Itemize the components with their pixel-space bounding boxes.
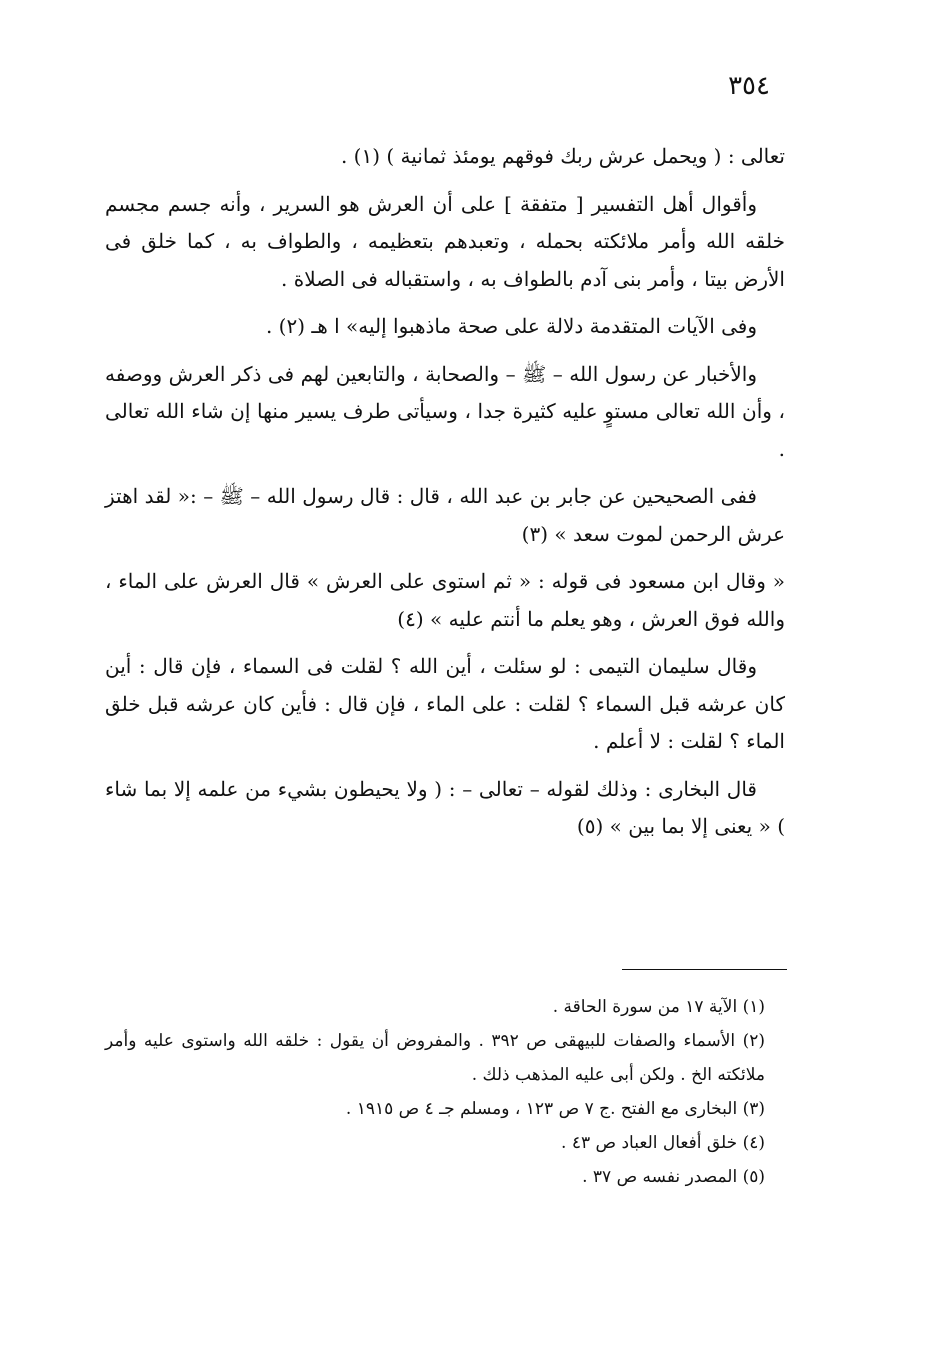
paragraph-verses-evidence: وفى الآيات المتقدمة دلالة على صحة ماذهبوا إليه» ا هـ (٢) . <box>265 314 757 338</box>
paragraph-sahihayn-hadith: ففى الصحيحين عن جابر بن عبد الله ، قال : قال رسول الله – ﷺ – :« لقد اهتز عرش الرحمن لموت سعد » (٣) <box>105 484 785 546</box>
footnote-1: (١) الآية ١٧ من سورة الحاقة . <box>552 997 765 1017</box>
footnote-divider <box>622 969 787 970</box>
footnote-5: (٥) المصدر نفسه ص ٣٧ . <box>582 1167 765 1187</box>
paragraph-quran-verse-continuation: تعالى : ( ويحمل عرش ربك فوقهم يومئذ ثمانية ) (١) . <box>340 144 785 168</box>
paragraph-ibn-masud: « وقال ابن مسعود فى قوله : « ثم استوى على العرش » قال العرش على الماء ، والله فوق العرش ، وهو يعلم ما أنتم عليه » (٤) <box>105 569 785 631</box>
footnote-4: (٤) خلق أفعال العباد ص ٤٣ . <box>561 1133 765 1153</box>
footnote-3: (٣) البخارى مع الفتح .ج ٧ ص ١٢٣ ، ومسلم جـ ٤ ص ١٩١٥ . <box>345 1099 765 1119</box>
paragraph-sulayman-taymi: وقال سليمان التيمى : لو سئلت ، أين الله ؟ لقلت فى السماء ، فإن قال : أين كان عرشه قبل السماء ؟ لقلت : على الماء ، فإن قال : فأين كان عرشه قبل خلق الماء ؟ لقلت : لا أعلم . <box>105 654 785 753</box>
footnote-2: (٢) الأسماء والصفات للبيهقى ص ٣٩٢ . والمفروض أن يقول : خلقه الله واستوى عليه وأمر ملائكته الخ . ولكن أبى عليه المذهب ذلك . <box>105 1031 765 1085</box>
paragraph-narrations: والأخبار عن رسول الله – ﷺ – والصحابة ، والتابعين لهم فى ذكر العرش ووصفه ، وأن الله تعالى مستوٍ عليه كثيرة جدا ، وسيأتى طرف يسير منها إن شاء الله تعالى . <box>105 361 785 461</box>
main-text <box>105 138 785 856</box>
paragraph-bukhari: قال البخارى : وذلك لقوله – تعالى – : ( ولا يحيطون بشيء من علمه إلا بما شاء ) « يعنى إلا بما بين » (٥) <box>105 776 785 838</box>
page-number: ٣٥٤ <box>728 71 770 101</box>
paragraph-tafsir-opinion: وأقوال أهل التفسير [ متفقة ] على أن العرش هو السرير ، وأنه جسم مجسم خلقه الله وأمر ملائكته بحمله ، وتعبدهم بتعظيمه ، والطواف به ، كما خلق فى الأرض بيتا ، وأمر بنى آدم بالطواف به ، واستقباله فى الصلاة . <box>105 191 785 291</box>
footnotes <box>105 990 785 1194</box>
